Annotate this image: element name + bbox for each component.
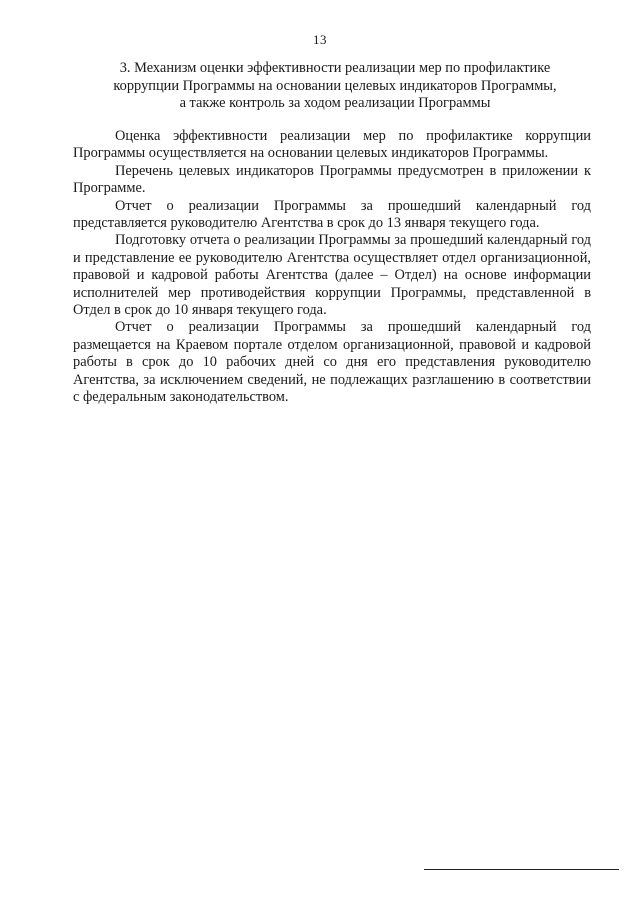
paragraph: Перечень целевых индикаторов Программы предусмотрен в приложении к Программе.	[73, 162, 591, 197]
footer-rule	[424, 869, 619, 870]
section-heading-line: 3. Механизм оценки эффективности реализации мер по профилактике	[119, 60, 551, 76]
section-heading-line: коррупции Программы на основании целевых индикаторов Программы,	[113, 77, 557, 94]
section-heading-line: а также контроль за ходом реализации Программы	[179, 95, 491, 111]
paragraph: Отчет о реализации Программы за прошедший календарный год представляется руководителю Агентства в срок до 13 января текущего года.	[73, 197, 591, 232]
section-body	[73, 128, 591, 407]
page-number: 13	[313, 32, 327, 47]
section-heading	[86, 60, 584, 113]
paragraph: Отчет о реализации Программы за прошедший календарный год размещается на Краевом портале отделом организационной, правовой и кадровой работы в срок до 10 рабочих дней со дня его представления руководителю Агентства, за исключением сведений, не подлежащих разглашению в соответствии с федеральным законодательством.	[73, 319, 591, 406]
paragraph: Оценка эффективности реализации мер по профилактике коррупции Программы осуществляется на основании целевых индикаторов Программы.	[73, 128, 591, 162]
paragraph: Подготовку отчета о реализации Программы за прошедший календарный год и представление ее руководителю Агентства осуществляет отдел организационной, правовой и кадровой работы Агентства (далее – Отдел) на основе информации исполнителей мер противодействия коррупции Программы, представленной в Отдел в срок до 10 января текущего года.	[73, 232, 591, 319]
